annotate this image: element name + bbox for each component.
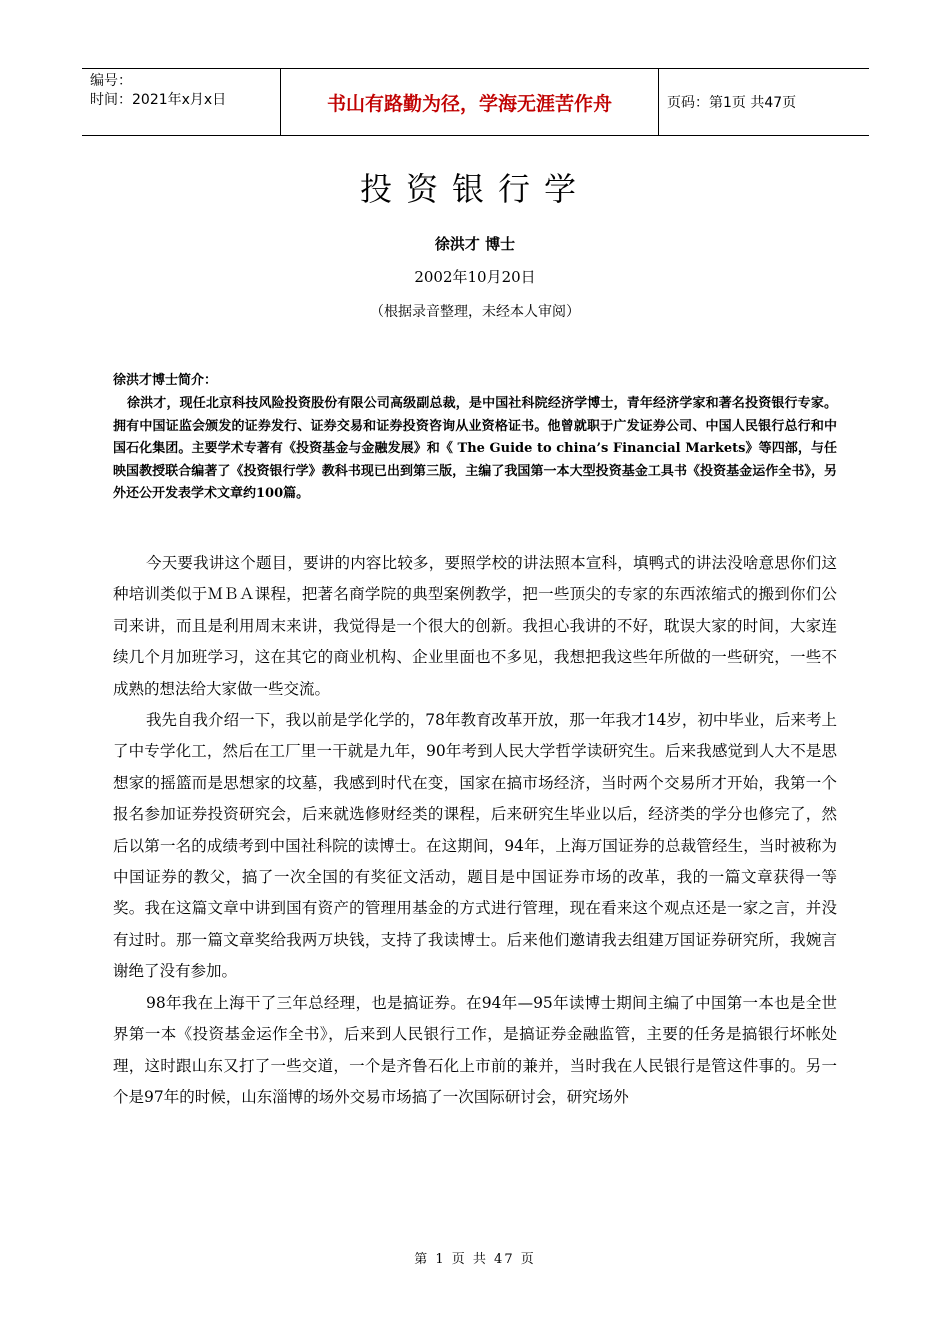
header-meta-cell xyxy=(82,69,281,135)
document-note: （根据录音整理，未经本人审阅） xyxy=(370,304,580,320)
document-date: 2002年10月20日 xyxy=(414,268,536,286)
body-text xyxy=(113,548,837,1113)
paragraph: 我先自我介绍一下，我以前是学化学的，78年教育改革开放，那一年我才14岁，初中毕业，后来考上了中专学化工，然后在工厂里一干就是九年，90年考到人民大学哲学读研究生。后来我感觉到人大不是思想家的摇篮而是思想家的坟墓，我感到时代在变，国家在搞市场经济，当时两个交易所才开始，我第一个报名参加证券投资研究会，后来就选修财经类的课程，后来研究生毕业以后，经济类的学分也修完了，然后以第一名的成绩考到中国社科院的读博士。在这期间，94年，上海万国证券的总裁管经生，当时被称为中国证券的教父，搞了一次全国的有奖征文活动，题目是中国证券市场的改革，我的一篇文章获得一等奖。我在这篇文章中讲到国有资产的管理用基金的方式进行管理，现在看来这个观点还是一家之言，并没有过时。那一篇文章奖给我两万块钱，支持了我读博士。后来他们邀请我去组建万国证券研究所，我婉言谢绝了没有参加。 xyxy=(113,711,837,981)
header-table xyxy=(82,68,869,136)
document-time-label: 时间：2021年x月x日 xyxy=(90,92,227,108)
bio-text: 徐洪才，现任北京科技风险投资股份有限公司高级副总裁，是中国社科院经济学博士，青年经济学家和著名投资银行专家。拥有中国证监会颁发的证券发行、证券交易和证券投资咨询从业资格证书。他曾就职于广发证券公司、中国人民银行总行和中国石化集团。主要学术专著有《投资基金与金融发展》和《 The Guide to china’s Financial Markets》等四部，与任映国教授联合编著了《投资银行学》教科书现已出到第三版，主编了我国第一本大型投资基金工具书《投资基金运作全书》，另外还公开发表学术文章约100篇。 xyxy=(113,396,837,502)
header-motto: 书山有路勤为径，学海无涯苦作舟 xyxy=(281,69,659,135)
header-page-info: 页码：第1页 共47页 xyxy=(667,95,797,111)
bio-heading: 徐洪才博士简介： xyxy=(113,373,218,388)
document-number-label: 编号： xyxy=(90,73,132,89)
document-title: 投资银行学 xyxy=(359,170,590,208)
document-author: 徐洪才 博士 xyxy=(434,235,516,253)
paragraph: 今天要我讲这个题目，要讲的内容比较多，要照学校的讲法照本宣科，填鸭式的讲法没啥意思你们这种培训类似于ＭＢＡ课程，把著名商学院的典型案例教学，把一些顶尖的专家的东西浓缩式的搬到你们公司来讲，而且是利用周末来讲，我觉得是一个很大的创新。我担心我讲的不好，耽误大家的时间，大家连续几个月加班学习，这在其它的商业机构、企业里面也不多见，我想把我这些年所做的一些研究，一些不成熟的想法给大家做一些交流。 xyxy=(113,554,837,698)
paragraph: 98年我在上海干了三年总经理，也是搞证券。在94年—95年读博士期间主编了中国第一本也是全世界第一本《投资基金运作全书》，后来到人民银行工作，是搞证券金融监管，主要的任务是搞银行坏帐处理，这时跟山东又打了一些交道，一个是齐鲁石化上市前的兼并，当时我在人民银行是管这件事的。另一个是97年的时候，山东淄博的场外交易市场搞了一次国际研讨会，研究场外 xyxy=(113,993,837,1106)
page-footer: 第 1 页 共 47 页 xyxy=(414,1252,536,1267)
